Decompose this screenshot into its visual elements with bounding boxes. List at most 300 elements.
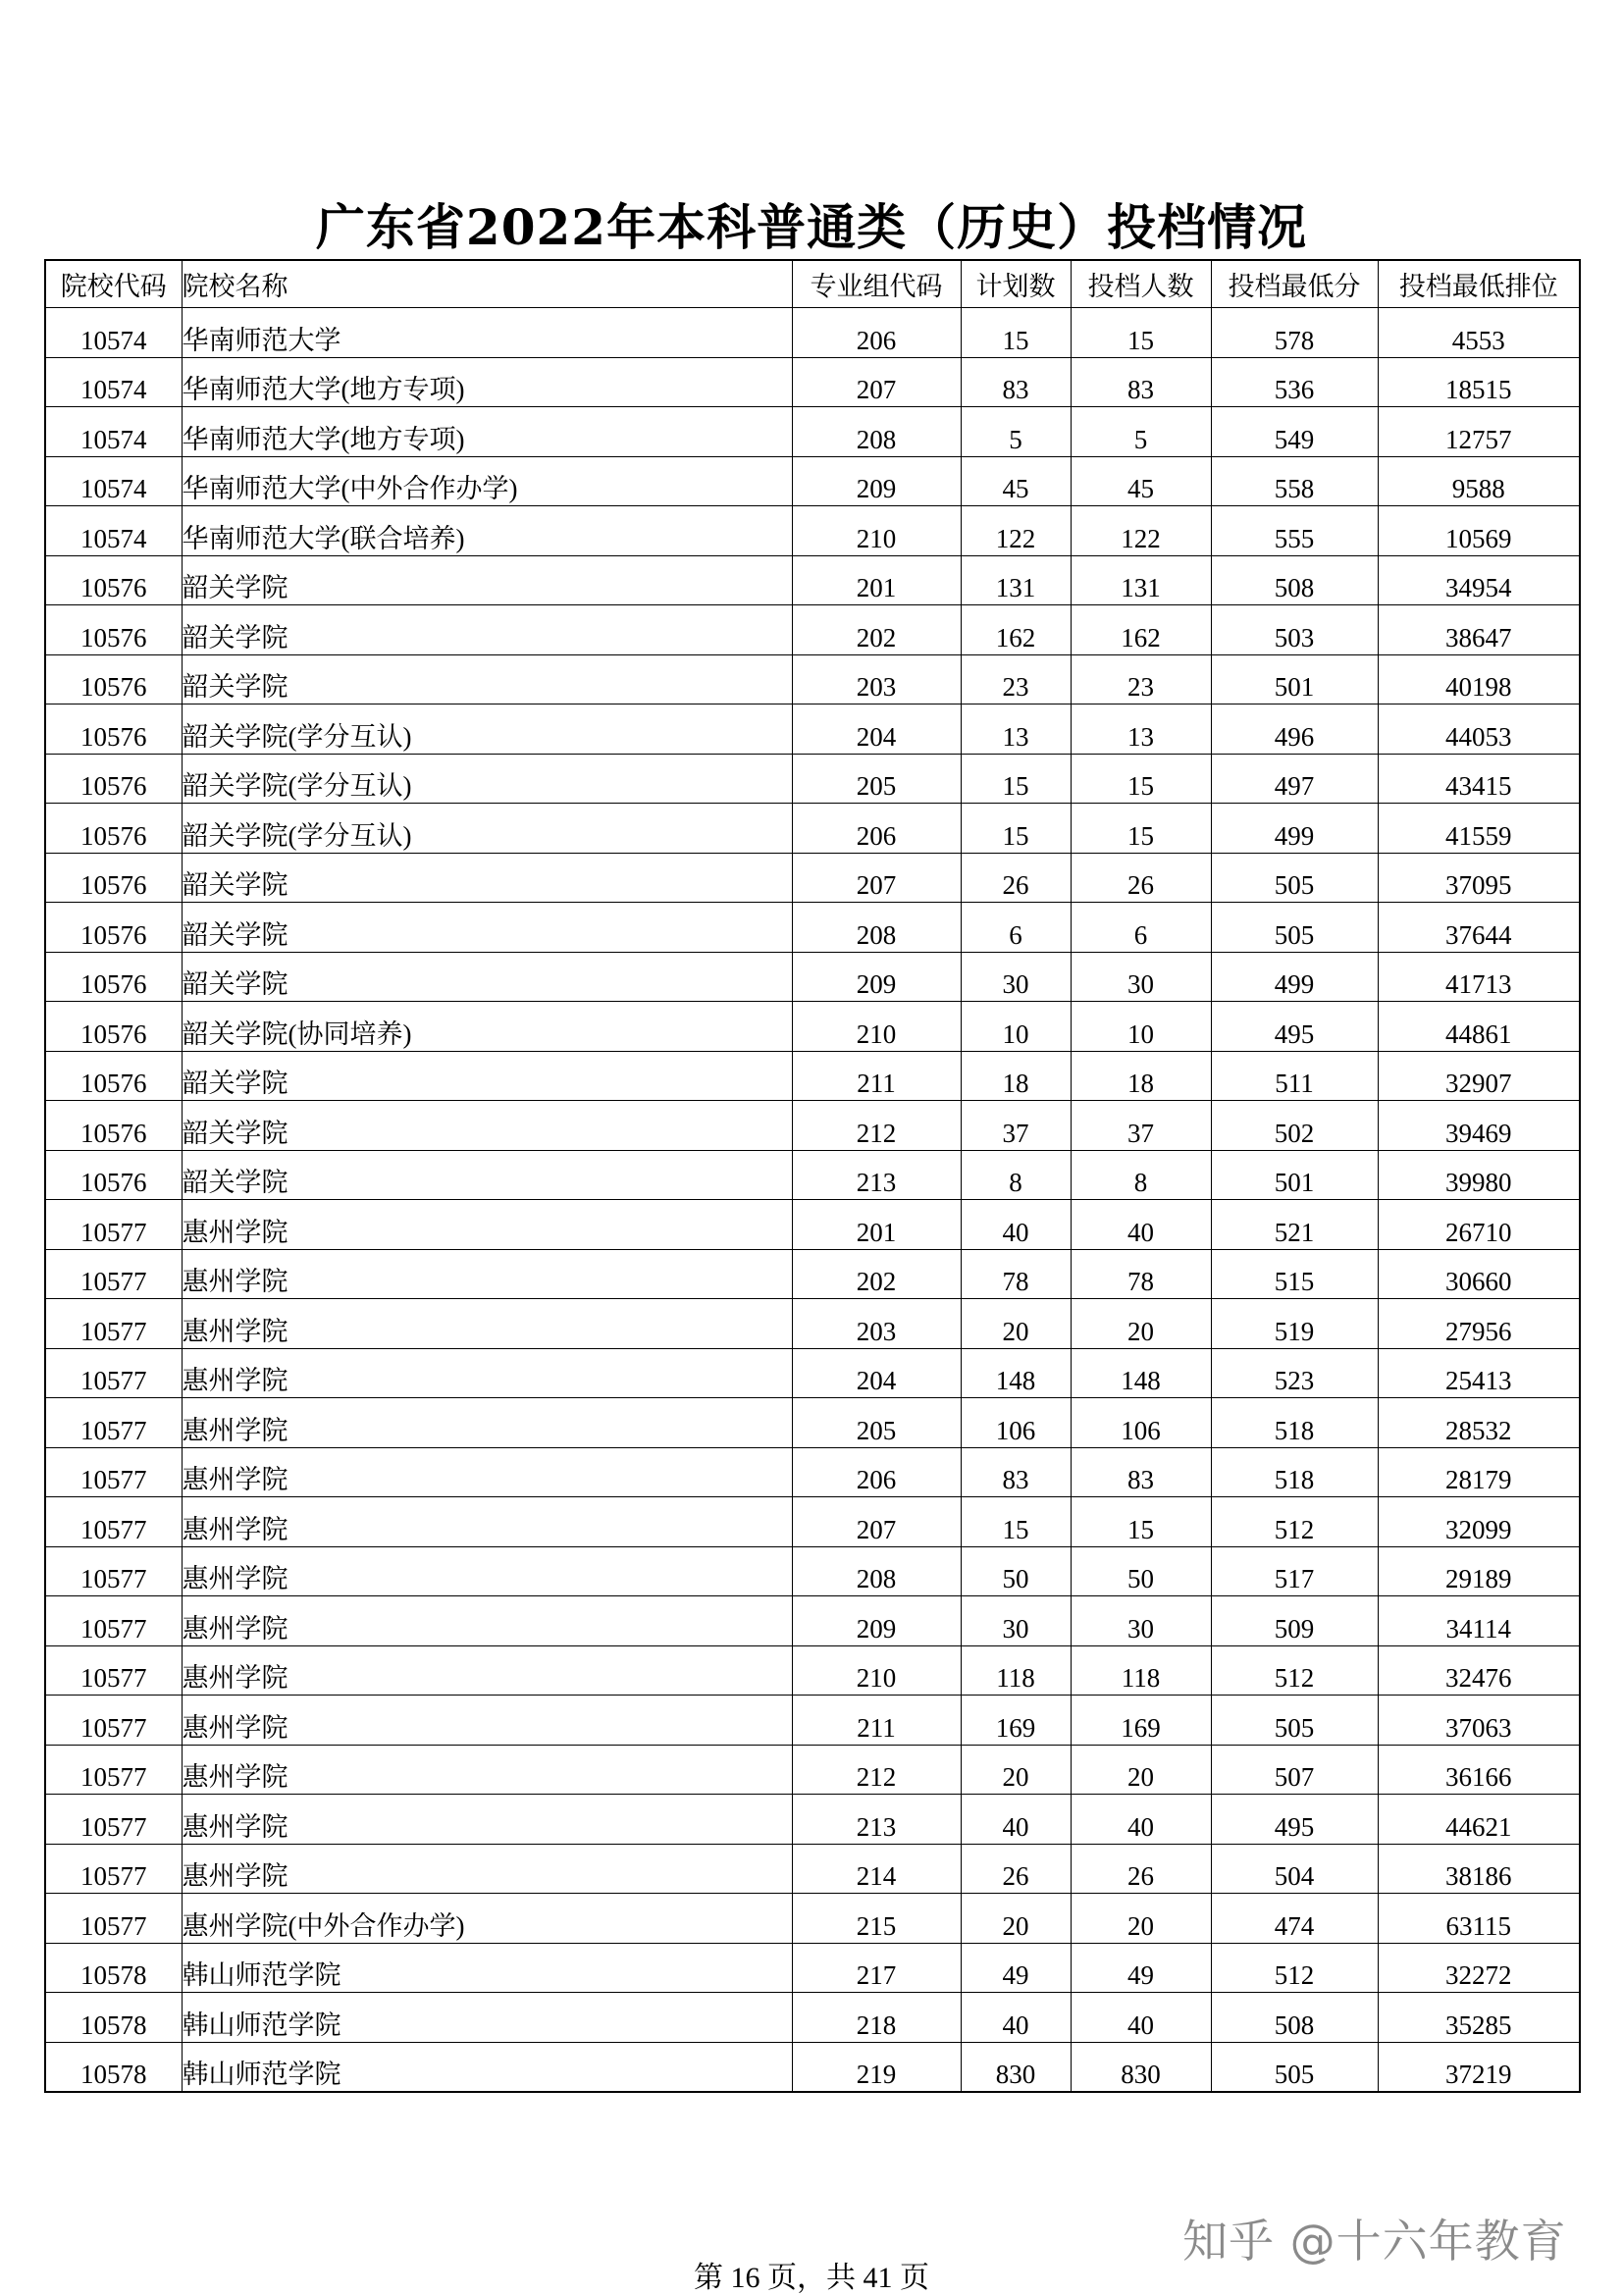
cell-admitted-count: 83 xyxy=(1071,1447,1211,1497)
cell-group-code: 201 xyxy=(792,1200,961,1250)
cell-school-code: 10578 xyxy=(45,1943,182,1993)
cell-plan-count: 106 xyxy=(961,1398,1071,1448)
cell-admitted-count: 26 xyxy=(1071,853,1211,903)
cell-min-rank: 28532 xyxy=(1378,1398,1580,1448)
cell-school-code: 10577 xyxy=(45,1398,182,1448)
cell-min-rank: 10569 xyxy=(1378,506,1580,556)
table-row xyxy=(45,456,1580,506)
cell-admitted-count: 83 xyxy=(1071,357,1211,407)
cell-admitted-count: 40 xyxy=(1071,1795,1211,1845)
cell-min-score: 505 xyxy=(1211,2042,1378,2092)
table-row xyxy=(45,357,1580,407)
cell-school-name: 华南师范大学(中外合作办学) xyxy=(182,456,792,506)
cell-school-name: 韶关学院(学分互认) xyxy=(182,804,792,854)
cell-school-name: 韶关学院(协同培养) xyxy=(182,1002,792,1052)
cell-plan-count: 83 xyxy=(961,1447,1071,1497)
cell-min-rank: 36166 xyxy=(1378,1745,1580,1795)
watermark: 知乎 @十六年教育 xyxy=(1182,2215,1567,2268)
cell-min-score: 508 xyxy=(1211,1993,1378,2043)
cell-min-score: 517 xyxy=(1211,1546,1378,1596)
cell-school-name: 华南师范大学(联合培养) xyxy=(182,506,792,556)
table-row xyxy=(45,1051,1580,1101)
cell-admitted-count: 26 xyxy=(1071,1844,1211,1894)
cell-min-score: 515 xyxy=(1211,1249,1378,1299)
table-row xyxy=(45,1447,1580,1497)
table-row xyxy=(45,1596,1580,1646)
cell-plan-count: 30 xyxy=(961,952,1071,1002)
cell-admitted-count: 118 xyxy=(1071,1645,1211,1696)
table-row xyxy=(45,853,1580,903)
table-row xyxy=(45,555,1580,605)
cell-min-rank: 26710 xyxy=(1378,1200,1580,1250)
table-row xyxy=(45,605,1580,655)
cell-min-rank: 28179 xyxy=(1378,1447,1580,1497)
cell-group-code: 215 xyxy=(792,1894,961,1944)
cell-min-score: 512 xyxy=(1211,1943,1378,1993)
cell-group-code: 203 xyxy=(792,654,961,704)
cell-admitted-count: 49 xyxy=(1071,1943,1211,1993)
cell-school-name: 韩山师范学院 xyxy=(182,2042,792,2092)
cell-group-code: 208 xyxy=(792,407,961,457)
table-row xyxy=(45,1844,1580,1894)
cell-min-score: 536 xyxy=(1211,357,1378,407)
cell-school-code: 10576 xyxy=(45,754,182,804)
cell-plan-count: 40 xyxy=(961,1993,1071,2043)
cell-min-score: 495 xyxy=(1211,1795,1378,1845)
cell-plan-count: 26 xyxy=(961,1844,1071,1894)
cell-group-code: 204 xyxy=(792,704,961,755)
cell-plan-count: 162 xyxy=(961,605,1071,655)
cell-school-code: 10577 xyxy=(45,1745,182,1795)
table-row xyxy=(45,804,1580,854)
cell-school-code: 10578 xyxy=(45,1993,182,2043)
table-row xyxy=(45,1299,1580,1349)
cell-min-rank: 27956 xyxy=(1378,1299,1580,1349)
cell-min-score: 496 xyxy=(1211,704,1378,755)
cell-school-code: 10576 xyxy=(45,804,182,854)
cell-min-score: 523 xyxy=(1211,1348,1378,1398)
cell-min-rank: 44621 xyxy=(1378,1795,1580,1845)
cell-school-name: 韶关学院 xyxy=(182,853,792,903)
cell-min-score: 508 xyxy=(1211,555,1378,605)
table-body xyxy=(45,308,1580,2093)
cell-school-name: 韶关学院 xyxy=(182,1051,792,1101)
cell-school-name: 韶关学院(学分互认) xyxy=(182,704,792,755)
cell-plan-count: 40 xyxy=(961,1200,1071,1250)
cell-school-name: 惠州学院 xyxy=(182,1795,792,1845)
cell-plan-count: 148 xyxy=(961,1348,1071,1398)
cell-min-rank: 39469 xyxy=(1378,1101,1580,1151)
cell-plan-count: 37 xyxy=(961,1101,1071,1151)
cell-school-name: 韶关学院 xyxy=(182,555,792,605)
cell-group-code: 210 xyxy=(792,1645,961,1696)
cell-min-score: 521 xyxy=(1211,1200,1378,1250)
cell-school-name: 惠州学院 xyxy=(182,1696,792,1746)
cell-school-name: 惠州学院 xyxy=(182,1745,792,1795)
cell-school-name: 惠州学院 xyxy=(182,1546,792,1596)
cell-school-code: 10577 xyxy=(45,1299,182,1349)
cell-group-code: 209 xyxy=(792,456,961,506)
cell-school-code: 10578 xyxy=(45,2042,182,2092)
cell-min-score: 558 xyxy=(1211,456,1378,506)
cell-plan-count: 15 xyxy=(961,804,1071,854)
cell-admitted-count: 23 xyxy=(1071,654,1211,704)
cell-admitted-count: 15 xyxy=(1071,804,1211,854)
cell-min-score: 499 xyxy=(1211,952,1378,1002)
cell-school-code: 10577 xyxy=(45,1596,182,1646)
table-row xyxy=(45,407,1580,457)
cell-min-rank: 34114 xyxy=(1378,1596,1580,1646)
table-row xyxy=(45,308,1580,358)
header-group-code: 专业组代码 xyxy=(792,260,961,308)
cell-school-name: 华南师范大学(地方专项) xyxy=(182,357,792,407)
cell-school-code: 10574 xyxy=(45,506,182,556)
cell-plan-count: 40 xyxy=(961,1795,1071,1845)
cell-admitted-count: 106 xyxy=(1071,1398,1211,1448)
cell-school-name: 惠州学院 xyxy=(182,1645,792,1696)
cell-min-score: 502 xyxy=(1211,1101,1378,1151)
cell-school-name: 惠州学院 xyxy=(182,1398,792,1448)
cell-admitted-count: 40 xyxy=(1071,1993,1211,2043)
cell-school-name: 惠州学院(中外合作办学) xyxy=(182,1894,792,1944)
cell-min-rank: 9588 xyxy=(1378,456,1580,506)
cell-admitted-count: 50 xyxy=(1071,1546,1211,1596)
cell-school-code: 10574 xyxy=(45,308,182,358)
cell-admitted-count: 20 xyxy=(1071,1894,1211,1944)
cell-group-code: 213 xyxy=(792,1795,961,1845)
cell-group-code: 210 xyxy=(792,1002,961,1052)
cell-min-score: 512 xyxy=(1211,1645,1378,1696)
cell-group-code: 211 xyxy=(792,1696,961,1746)
header-min-score: 投档最低分 xyxy=(1211,260,1378,308)
header-min-rank: 投档最低排位 xyxy=(1378,260,1580,308)
table-row xyxy=(45,1795,1580,1845)
cell-plan-count: 49 xyxy=(961,1943,1071,1993)
cell-school-name: 韶关学院(学分互认) xyxy=(182,754,792,804)
cell-min-rank: 38647 xyxy=(1378,605,1580,655)
cell-plan-count: 122 xyxy=(961,506,1071,556)
cell-min-rank: 40198 xyxy=(1378,654,1580,704)
cell-school-name: 惠州学院 xyxy=(182,1497,792,1547)
table-row xyxy=(45,903,1580,953)
table-row xyxy=(45,1894,1580,1944)
table-row xyxy=(45,1249,1580,1299)
cell-school-code: 10576 xyxy=(45,704,182,755)
cell-min-score: 507 xyxy=(1211,1745,1378,1795)
cell-group-code: 213 xyxy=(792,1150,961,1200)
cell-group-code: 219 xyxy=(792,2042,961,2092)
cell-group-code: 209 xyxy=(792,952,961,1002)
cell-school-code: 10576 xyxy=(45,952,182,1002)
cell-group-code: 203 xyxy=(792,1299,961,1349)
cell-school-name: 韶关学院 xyxy=(182,605,792,655)
cell-group-code: 202 xyxy=(792,605,961,655)
cell-min-rank: 34954 xyxy=(1378,555,1580,605)
cell-plan-count: 131 xyxy=(961,555,1071,605)
cell-group-code: 205 xyxy=(792,754,961,804)
cell-min-rank: 44861 xyxy=(1378,1002,1580,1052)
cell-school-code: 10574 xyxy=(45,407,182,457)
cell-plan-count: 78 xyxy=(961,1249,1071,1299)
cell-min-score: 499 xyxy=(1211,804,1378,854)
cell-min-rank: 37063 xyxy=(1378,1696,1580,1746)
cell-min-score: 578 xyxy=(1211,308,1378,358)
cell-plan-count: 13 xyxy=(961,704,1071,755)
cell-min-rank: 32099 xyxy=(1378,1497,1580,1547)
cell-min-score: 509 xyxy=(1211,1596,1378,1646)
cell-min-score: 474 xyxy=(1211,1894,1378,1944)
cell-school-name: 惠州学院 xyxy=(182,1596,792,1646)
cell-admitted-count: 15 xyxy=(1071,308,1211,358)
cell-min-rank: 18515 xyxy=(1378,357,1580,407)
cell-min-score: 518 xyxy=(1211,1447,1378,1497)
cell-min-score: 511 xyxy=(1211,1051,1378,1101)
cell-group-code: 212 xyxy=(792,1101,961,1151)
table-row xyxy=(45,1002,1580,1052)
cell-school-code: 10576 xyxy=(45,1101,182,1151)
cell-school-name: 惠州学院 xyxy=(182,1844,792,1894)
cell-min-rank: 4553 xyxy=(1378,308,1580,358)
cell-group-code: 206 xyxy=(792,1447,961,1497)
cell-min-score: 512 xyxy=(1211,1497,1378,1547)
table-row xyxy=(45,754,1580,804)
cell-admitted-count: 13 xyxy=(1071,704,1211,755)
cell-min-rank: 43415 xyxy=(1378,754,1580,804)
cell-group-code: 206 xyxy=(792,804,961,854)
cell-min-score: 518 xyxy=(1211,1398,1378,1448)
cell-school-code: 10577 xyxy=(45,1497,182,1547)
cell-admitted-count: 131 xyxy=(1071,555,1211,605)
cell-plan-count: 15 xyxy=(961,308,1071,358)
cell-school-code: 10574 xyxy=(45,357,182,407)
page-title: 广东省2022年本科普通类（历史）投档情况 xyxy=(315,198,1308,256)
table-row xyxy=(45,1101,1580,1151)
cell-plan-count: 10 xyxy=(961,1002,1071,1052)
cell-school-code: 10577 xyxy=(45,1249,182,1299)
cell-min-rank: 25413 xyxy=(1378,1348,1580,1398)
cell-group-code: 209 xyxy=(792,1596,961,1646)
cell-school-name: 韩山师范学院 xyxy=(182,1943,792,1993)
cell-min-rank: 37644 xyxy=(1378,903,1580,953)
cell-school-code: 10577 xyxy=(45,1447,182,1497)
cell-group-code: 217 xyxy=(792,1943,961,1993)
cell-school-code: 10576 xyxy=(45,853,182,903)
cell-school-code: 10576 xyxy=(45,605,182,655)
cell-school-code: 10577 xyxy=(45,1696,182,1746)
cell-plan-count: 83 xyxy=(961,357,1071,407)
cell-school-code: 10574 xyxy=(45,456,182,506)
header-admitted-count: 投档人数 xyxy=(1071,260,1211,308)
cell-school-code: 10576 xyxy=(45,555,182,605)
cell-school-code: 10576 xyxy=(45,903,182,953)
cell-school-name: 华南师范大学 xyxy=(182,308,792,358)
cell-min-score: 497 xyxy=(1211,754,1378,804)
table-row xyxy=(45,506,1580,556)
cell-min-rank: 32907 xyxy=(1378,1051,1580,1101)
cell-plan-count: 50 xyxy=(961,1546,1071,1596)
cell-admitted-count: 169 xyxy=(1071,1696,1211,1746)
cell-school-name: 惠州学院 xyxy=(182,1200,792,1250)
cell-group-code: 204 xyxy=(792,1348,961,1398)
cell-group-code: 207 xyxy=(792,853,961,903)
cell-group-code: 214 xyxy=(792,1844,961,1894)
table-row xyxy=(45,2042,1580,2092)
cell-min-score: 495 xyxy=(1211,1002,1378,1052)
cell-group-code: 208 xyxy=(792,1546,961,1596)
cell-min-rank: 29189 xyxy=(1378,1546,1580,1596)
cell-admitted-count: 15 xyxy=(1071,754,1211,804)
cell-group-code: 207 xyxy=(792,357,961,407)
cell-admitted-count: 15 xyxy=(1071,1497,1211,1547)
cell-min-score: 505 xyxy=(1211,903,1378,953)
table-row xyxy=(45,654,1580,704)
admission-table xyxy=(44,259,1581,2093)
cell-plan-count: 169 xyxy=(961,1696,1071,1746)
table-row xyxy=(45,1645,1580,1696)
cell-school-code: 10577 xyxy=(45,1546,182,1596)
cell-admitted-count: 830 xyxy=(1071,2042,1211,2092)
cell-plan-count: 23 xyxy=(961,654,1071,704)
cell-min-rank: 44053 xyxy=(1378,704,1580,755)
table-row xyxy=(45,1546,1580,1596)
cell-school-code: 10576 xyxy=(45,654,182,704)
table-row xyxy=(45,1745,1580,1795)
cell-min-rank: 32476 xyxy=(1378,1645,1580,1696)
cell-group-code: 218 xyxy=(792,1993,961,2043)
cell-school-name: 韶关学院 xyxy=(182,952,792,1002)
cell-plan-count: 118 xyxy=(961,1645,1071,1696)
cell-min-rank: 38186 xyxy=(1378,1844,1580,1894)
cell-plan-count: 15 xyxy=(961,754,1071,804)
cell-min-score: 549 xyxy=(1211,407,1378,457)
cell-school-name: 韶关学院 xyxy=(182,903,792,953)
cell-school-name: 韩山师范学院 xyxy=(182,1993,792,2043)
cell-admitted-count: 148 xyxy=(1071,1348,1211,1398)
table-row xyxy=(45,1696,1580,1746)
cell-admitted-count: 6 xyxy=(1071,903,1211,953)
cell-school-code: 10577 xyxy=(45,1200,182,1250)
cell-school-code: 10577 xyxy=(45,1348,182,1398)
cell-group-code: 211 xyxy=(792,1051,961,1101)
cell-school-code: 10576 xyxy=(45,1002,182,1052)
page-number: 第 16 页，共 41 页 xyxy=(694,2262,929,2294)
cell-group-code: 206 xyxy=(792,308,961,358)
cell-admitted-count: 18 xyxy=(1071,1051,1211,1101)
cell-min-score: 519 xyxy=(1211,1299,1378,1349)
cell-admitted-count: 5 xyxy=(1071,407,1211,457)
cell-school-name: 韶关学院 xyxy=(182,654,792,704)
header-school-name: 院校名称 xyxy=(182,260,792,308)
cell-min-rank: 39980 xyxy=(1378,1150,1580,1200)
table-header-row xyxy=(45,260,1580,308)
cell-plan-count: 45 xyxy=(961,456,1071,506)
cell-min-rank: 41559 xyxy=(1378,804,1580,854)
cell-min-score: 505 xyxy=(1211,1696,1378,1746)
cell-group-code: 207 xyxy=(792,1497,961,1547)
cell-plan-count: 20 xyxy=(961,1745,1071,1795)
cell-min-rank: 32272 xyxy=(1378,1943,1580,1993)
cell-admitted-count: 78 xyxy=(1071,1249,1211,1299)
cell-min-score: 501 xyxy=(1211,1150,1378,1200)
cell-school-name: 惠州学院 xyxy=(182,1348,792,1398)
cell-plan-count: 30 xyxy=(961,1596,1071,1646)
cell-school-code: 10577 xyxy=(45,1894,182,1944)
table-row xyxy=(45,1398,1580,1448)
cell-admitted-count: 20 xyxy=(1071,1745,1211,1795)
cell-min-rank: 35285 xyxy=(1378,1993,1580,2043)
cell-group-code: 210 xyxy=(792,506,961,556)
cell-plan-count: 6 xyxy=(961,903,1071,953)
cell-school-code: 10576 xyxy=(45,1150,182,1200)
cell-min-rank: 63115 xyxy=(1378,1894,1580,1944)
cell-school-code: 10577 xyxy=(45,1795,182,1845)
cell-school-name: 惠州学院 xyxy=(182,1299,792,1349)
cell-group-code: 201 xyxy=(792,555,961,605)
table-row xyxy=(45,1993,1580,2043)
header-plan-count: 计划数 xyxy=(961,260,1071,308)
cell-min-rank: 37095 xyxy=(1378,853,1580,903)
cell-group-code: 212 xyxy=(792,1745,961,1795)
table-row xyxy=(45,1943,1580,1993)
cell-admitted-count: 30 xyxy=(1071,1596,1211,1646)
cell-group-code: 205 xyxy=(792,1398,961,1448)
cell-min-rank: 30660 xyxy=(1378,1249,1580,1299)
cell-min-score: 501 xyxy=(1211,654,1378,704)
cell-plan-count: 15 xyxy=(961,1497,1071,1547)
cell-school-name: 惠州学院 xyxy=(182,1447,792,1497)
cell-school-code: 10577 xyxy=(45,1645,182,1696)
cell-min-rank: 37219 xyxy=(1378,2042,1580,2092)
cell-school-code: 10577 xyxy=(45,1844,182,1894)
cell-school-name: 韶关学院 xyxy=(182,1150,792,1200)
cell-plan-count: 26 xyxy=(961,853,1071,903)
cell-plan-count: 5 xyxy=(961,407,1071,457)
cell-min-score: 503 xyxy=(1211,605,1378,655)
cell-admitted-count: 30 xyxy=(1071,952,1211,1002)
table-row xyxy=(45,1497,1580,1547)
cell-admitted-count: 10 xyxy=(1071,1002,1211,1052)
cell-school-name: 韶关学院 xyxy=(182,1101,792,1151)
cell-admitted-count: 45 xyxy=(1071,456,1211,506)
table-row xyxy=(45,1348,1580,1398)
header-school-code: 院校代码 xyxy=(45,260,182,308)
cell-min-score: 504 xyxy=(1211,1844,1378,1894)
cell-plan-count: 830 xyxy=(961,2042,1071,2092)
cell-school-code: 10576 xyxy=(45,1051,182,1101)
cell-plan-count: 20 xyxy=(961,1894,1071,1944)
cell-admitted-count: 8 xyxy=(1071,1150,1211,1200)
cell-admitted-count: 37 xyxy=(1071,1101,1211,1151)
cell-group-code: 202 xyxy=(792,1249,961,1299)
cell-min-score: 505 xyxy=(1211,853,1378,903)
table-row xyxy=(45,1150,1580,1200)
cell-school-name: 惠州学院 xyxy=(182,1249,792,1299)
cell-min-score: 555 xyxy=(1211,506,1378,556)
cell-admitted-count: 162 xyxy=(1071,605,1211,655)
table-row xyxy=(45,952,1580,1002)
table-row xyxy=(45,704,1580,755)
cell-min-rank: 12757 xyxy=(1378,407,1580,457)
table-row xyxy=(45,1200,1580,1250)
cell-plan-count: 8 xyxy=(961,1150,1071,1200)
cell-group-code: 208 xyxy=(792,903,961,953)
cell-admitted-count: 20 xyxy=(1071,1299,1211,1349)
cell-admitted-count: 40 xyxy=(1071,1200,1211,1250)
cell-admitted-count: 122 xyxy=(1071,506,1211,556)
cell-school-name: 华南师范大学(地方专项) xyxy=(182,407,792,457)
cell-plan-count: 18 xyxy=(961,1051,1071,1101)
cell-min-rank: 41713 xyxy=(1378,952,1580,1002)
